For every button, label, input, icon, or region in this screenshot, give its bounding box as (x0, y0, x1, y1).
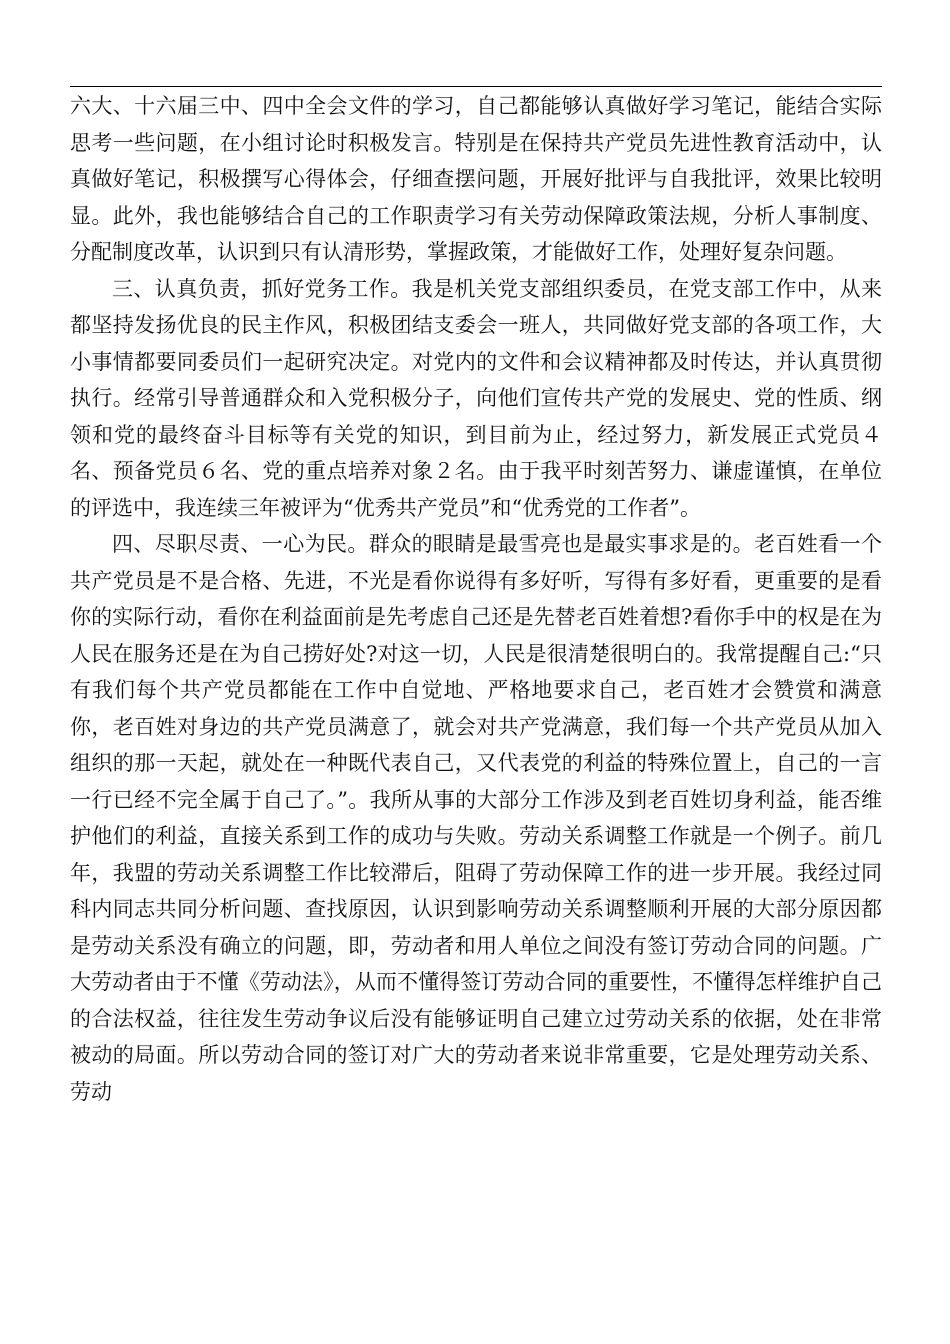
paragraph-section-three: 三、认真负责，抓好党务工作。我是机关党支部组织委员，在党支部工作中，从来都坚持发扬优良的民主作风，积极团结支委会一班人，共同做好党支部的各项工作，大小事情都要同委员们一起研究决定。对党内的文件和会议精神都及时传达，并认真贯彻执行。经常引导普通群众和入党积极分子，向他们宣传共产党的发展史、党的性质、纲领和党的最终奋斗目标等有关党的知识，到目前为止，经过努力，新发展正式党员４名、预备党员６名、党的重点培养对象２名。由于我平时刻苦努力、谦虚谨慎，在单位的评选中，我连续三年被评为“优秀共产党员”和“优秀党的工作者”。 (70, 276, 882, 520)
paragraph-continuation: 六大、十六届三中、四中全会文件的学习，自己都能够认真做好学习笔记，能结合实际思考一些问题，在小组讨论时积极发言。特别是在保持共产党员先进性教育活动中，认真做好笔记，积极撰写心得体会，仔细查摆问题，开展好批评与自我批评，效果比较明显。此外，我也能够结合自己的工作职责学习有关劳动保障政策法规，分析人事制度、分配制度改革，认识到只有认清形势，掌握政策，才能做好工作，处理好复杂问题。 (70, 94, 882, 264)
paragraph-section-four: 四、尽职尽责、一心为民。群众的眼睛是最雪亮也是最实事求是的。老百姓看一个共产党员是不是合格、先进，不光是看你说得有多好听，写得有多好看，更重要的是看你的实际行动，看你在利益面前是先考虑自己还是先替老百姓着想?看你手中的权是在为人民在服务还是在为自己捞好处?对这一切，人民是很清楚很明白的。我常提醒自己:“只有我们每个共产党员都能在工作中自觉地、严格地要求自己，老百姓才会赞赏和满意你，老百姓对身边的共产党员满意了，就会对共产党满意，我们每一个共产党员从加入组织的那一天起，就处在一种既代表自己，又代表党的利益的特殊位置上，自己的一言一行已经不完全属于自己了。”。我所从事的大部分工作涉及到老百姓切身利益，能否维护他们的利益，直接关系到工作的成功与失败。劳动关系调整工作就是一个例子。前几年，我盟的劳动关系调整工作比较滞后，阻碍了劳动保障工作的进一步开展。我经过同科内同志共同分析问题、查找原因，认识到影响劳动关系调整顺利开展的大部分原因都是劳动关系没有确立的问题，即，劳动者和用人单位之间没有签订劳动合同的问题。广大劳动者由于不懂《劳动法》，从而不懂得签订劳动合同的重要性，不懂得怎样维护自己的合法权益，往往发生劳动争议后没有能够证明自己建立过劳动关系的依据，处在非常被动的局面。所以劳动合同的签订对广大的劳动者来说非常重要，它是处理劳动关系、劳动 (70, 532, 882, 1104)
document-body (70, 88, 882, 1110)
header-rule (70, 86, 882, 87)
